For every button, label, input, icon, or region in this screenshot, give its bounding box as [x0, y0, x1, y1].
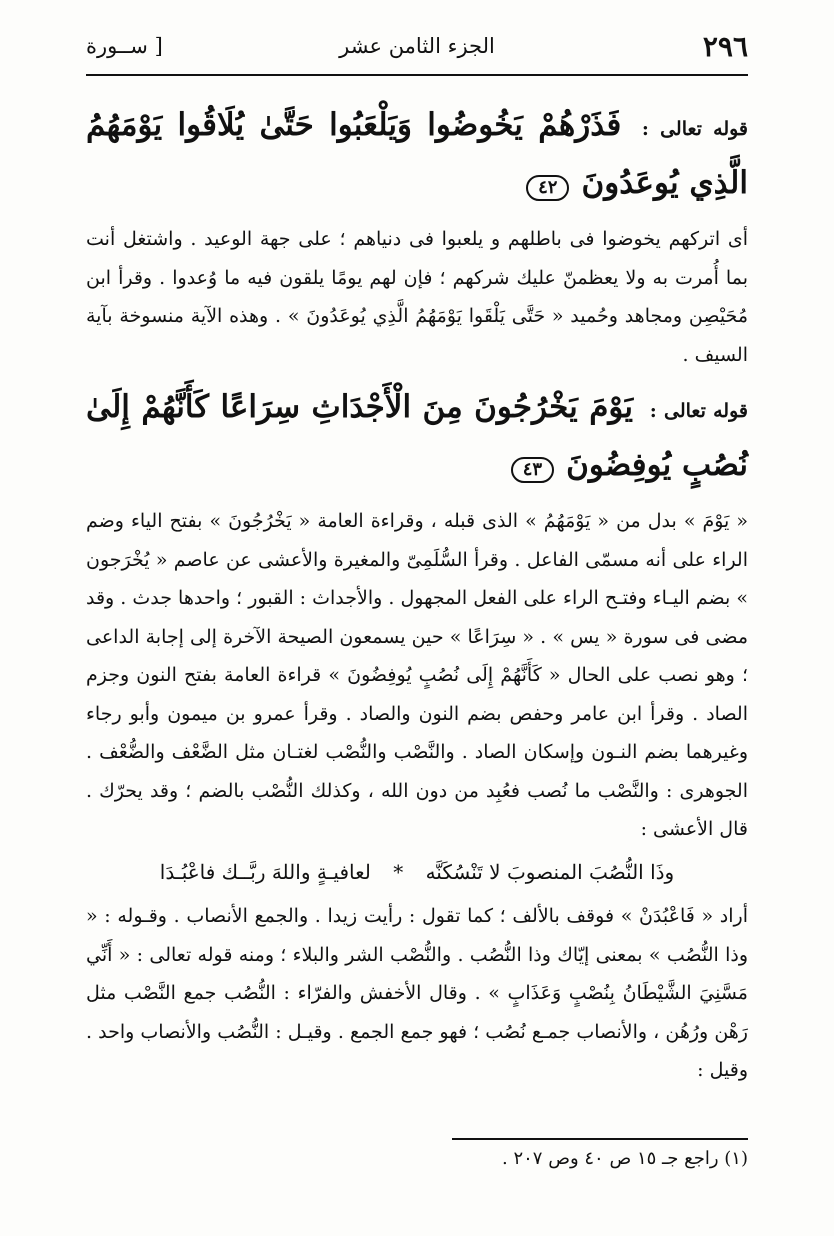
- running-title: الجزء الثامن عشر: [339, 34, 495, 58]
- page-number: ٢٩٦: [702, 30, 748, 63]
- verse-intro: قوله تعالى :: [649, 400, 748, 422]
- poem-hemistich: لعافيـةٍ واللهَ ربَّــك فاعْبُـدَا: [159, 859, 371, 884]
- verse-intro: قوله تعالى :: [641, 118, 749, 140]
- page-body: [86, 92, 748, 1094]
- poem-separator: *: [393, 859, 404, 884]
- footnote-rule: [452, 1138, 748, 1140]
- page-header: [86, 28, 748, 68]
- verse-43: [86, 378, 748, 494]
- verse-text: يَوْمَ يَخْرُجُونَ مِنَ الْأَجْدَاثِ سِرَاعًا كَأَنَّهُمْ إِلَىٰ نُصُبٍ يُوفِضُونَ: [86, 389, 748, 483]
- commentary-paragraph: أراد « فَاعْبُدَنْ » فوقف بالألف ؛ كما تقول : رأيت زيدا . والجمع الأنصاب . وقـوله : « وذا النُّصُب » بمعنى إيّاك وذا النُّصُب . والنُّصْب الشر والبلاء ؛ ومنه قوله تعالى : « أَنِّي مَسَّنِيَ الشَّيْطَانُ بِنُصْبٍ وَعَذَابٍ » . وقال الأخفش والفرّاء : النُّصُب جمع النَّصْب مثل رَهْن ورُهُن ، والأنصاب جمـع نُصُب ؛ فهو جمع الجمع . وقيـل : النُّصُب والأنصاب واحد . وقيل :: [86, 905, 748, 1081]
- footnote: (١) راجع جـ ١٥ ص ٤٠ وص ٢٠٧ .: [502, 1148, 748, 1169]
- header-rule: [86, 74, 748, 76]
- commentary-paragraph: « يَوْمَ » بدل من « يَوْمَهُمُ » الذى قبله ، وقراءة العامة « يَخْرُجُونَ » بفتح الياء وضم الراء على أنه مسمّى الفاعل . وقرأ السُّلَمِىّ والمغيرة والأعشى عن عاصم « يُخْرَجون » بضم اليـاء وفتـح الراء على الفعل المجهول . والأجداث : القبور ؛ واحدها جدث . وقد مضى فى سورة « يس » . « سِرَاعًا » حين يسمعون الصيحة الآخرة إلى إجابة الداعى ؛ وهو نصب على الحال « كَأَنَّهُمْ إِلَى نُصُبٍ يُوفِضُونَ » قراءة العامة بفتح النون وجزم الصاد . وقرأ ابن عامر وحفص بضم النون والصاد . وقرأ عمرو بن ميمون وأبو رجاء وغيرهما بضم النـون وإسكان الصاد . والنَّصْب والنُّصْب لغتـان مثل الضَّعْف والضُّعْف . الجوهرى : والنَّصْب ما نُصب فعُبِد من دون الله ، وكذلك النُّصْب بالضم ؛ وقد يحرّك . قال الأعشى :: [86, 510, 748, 840]
- surah-label: [ ســورة: [86, 34, 163, 58]
- poetry-verse: [86, 853, 748, 892]
- ayah-number-marker: ٤٣: [511, 457, 554, 483]
- verse-text: فَذَرْهُمْ يَخُوضُوا وَيَلْعَبُوا حَتَّىٰ يُلَاقُوا يَوْمَهُمُ الَّذِي يُوعَدُونَ: [86, 107, 748, 201]
- commentary-paragraph: أى اتركهم يخوضوا فى باطلهم و يلعبوا فى دنياهم ؛ على جهة الوعيد . واشتغل أنت بما أُمرت به ولا يعظمنّ عليك شركهم ؛ فإن لهم يومًا يلقون فيه ما وُعدوا . وقرأ ابن مُحَيْصِن ومجاهد وحُميد « حَتَّى يَلْقَوا يَوْمَهُمُ الَّذِي يُوعَدُونَ » . وهذه الآية منسوخة بآية السيف .: [86, 228, 748, 366]
- verse-42: [86, 96, 748, 212]
- ayah-number-marker: ٤٢: [526, 175, 569, 201]
- poem-hemistich: وذَا النُّصُبَ المنصوبَ لا تَنْسُكَنَّه: [425, 859, 675, 884]
